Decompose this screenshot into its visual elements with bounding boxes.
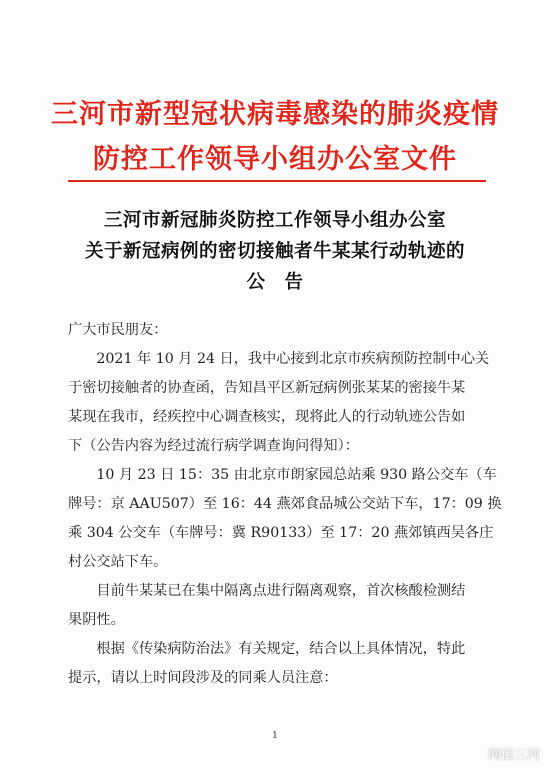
paragraph-2 — [68, 461, 502, 577]
paragraph-line: 果阴性。 — [68, 612, 125, 628]
paragraph-4 — [68, 635, 493, 693]
paragraph-3 — [68, 577, 493, 635]
paragraph-line: 提示，请以上时间段涉及的同乘人员注意： — [68, 670, 338, 686]
notice-title-line-2: 关于新冠病例的密切接触者牛某某行动轨迹的 — [84, 241, 465, 262]
wechat-icon — [461, 744, 483, 762]
paragraph-line: 某现在我市，经疾控中心调查核实，现将此人的行动轨迹公告如 — [68, 409, 466, 425]
notice-title-line-1: 三河市新冠肺炎防控工作领导小组办公室 — [103, 210, 446, 231]
notice-title-line-3: 公 告 — [246, 272, 304, 293]
red-divider — [68, 180, 486, 182]
paragraph-line: 10 月 23 日 15：35 由北京市朗家园总站乘 930 路公交车（车 — [68, 467, 497, 483]
paragraph-line: 于密切接触者的协查函，告知昌平区新冠病例张某某的密接牛某 — [68, 380, 466, 396]
paragraph-1 — [68, 345, 493, 461]
paragraph-line: 村公交站下车。 — [68, 554, 168, 570]
paragraph-line: 根据《传染病防治法》有关规定，结合以上具体情况，特此 — [68, 641, 466, 657]
source-watermark — [461, 740, 540, 766]
paragraph-line: 2021 年 10 月 24 日，我中心接到北京市疾病预防控制中心关 — [68, 351, 490, 367]
salutation-text: 广大市民朋友： — [68, 322, 168, 338]
paragraph-line: 目前牛某某已在集中隔离点进行隔离观察，首次核酸检测结 — [68, 583, 466, 599]
page-number: 1 — [272, 731, 278, 741]
paragraph-line: 乘 304 公交车（车牌号：冀 R90133）至 17：20 燕郊镇西吴各庄 — [68, 525, 494, 541]
paragraph-line: 牌号：京 AAU507）至 16：44 燕郊食品城公交站下车，17：09 换 — [68, 496, 502, 512]
salutation — [68, 316, 493, 345]
red-header-line-2: 防控工作领导小组办公室文件 — [93, 144, 457, 175]
paragraph-line: 下（公告内容为经过流行病学调查询问得知）： — [68, 438, 359, 454]
watermark-text: 网信三河 — [487, 747, 540, 763]
red-header-line-1: 三河市新型冠状病毒感染的肺炎疫情 — [51, 99, 499, 130]
